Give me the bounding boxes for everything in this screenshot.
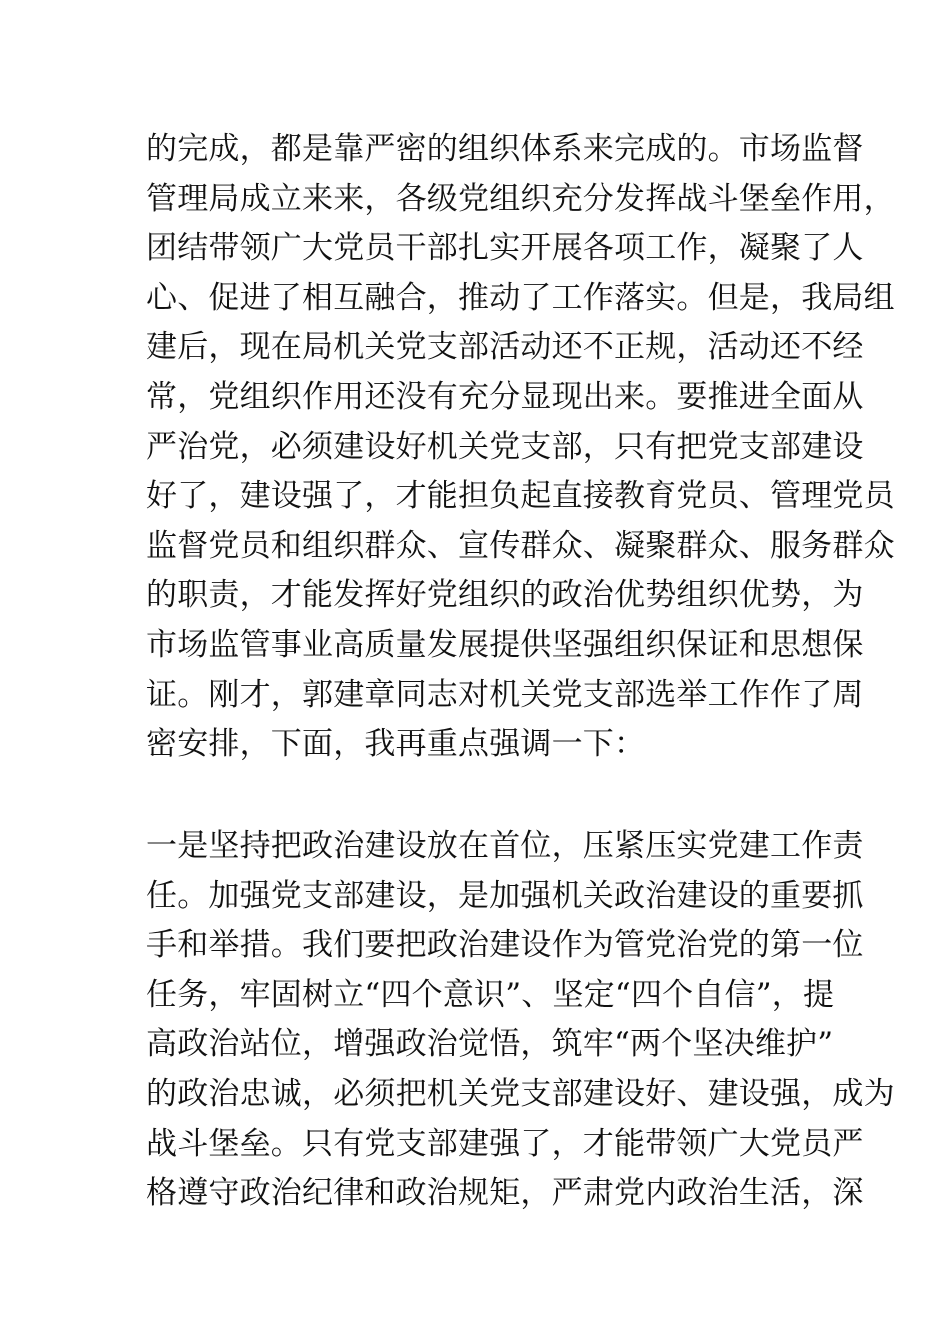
text-line: 市场监管事业高质量发展提供坚强组织保证和思想保 (146, 626, 864, 663)
text-line: 的完成，都是靠严密的组织体系来完成的。市场监督 (146, 131, 864, 167)
paragraph-1 (146, 125, 895, 770)
text-line: 管理局成立来来，各级党组织充分发挥战斗堡垒作用， (146, 180, 895, 217)
paragraph-2 (146, 822, 895, 1219)
text-line: 证。刚才，郭建章同志对机关党支部选举工作作了周 (146, 676, 864, 713)
text-line: 格遵守政治纪律和政治规矩，严肃党内政治生活，深 (146, 1175, 864, 1212)
text-line: 好了，建设强了，才能担负起直接教育党员、管理党员 (146, 478, 895, 515)
text-line: 团结带领广大党员干部扎实开展各项工作，凝聚了人 (146, 230, 864, 267)
text-line: 手和举措。我们要把政治建设作为管党治党的第一位 (146, 927, 864, 964)
text-line: 监督党员和组织群众、宣传群众、凝聚群众、服务群众 (146, 527, 895, 564)
text-line: 战斗堡垒。只有党支部建强了，才能带领广大党员严 (146, 1125, 864, 1162)
text-line: 任务，牢固树立“四个意识”、坚定“四个自信”，提 (146, 976, 835, 1013)
text-line: 一是坚持把政治建设放在首位，压紧压实党建工作责 (146, 828, 864, 864)
text-line: 常，党组织作用还没有充分显现出来。要推进全面从 (146, 378, 864, 415)
text-line: 严治党，必须建设好机关党支部，只有把党支部建设 (146, 428, 864, 465)
text-line: 密安排，下面，我再重点强调一下： (146, 726, 646, 763)
text-line: 高政治站位，增强政治觉悟，筑牢“两个坚决维护” (146, 1026, 834, 1063)
text-line: 的职责，才能发挥好党组织的政治优势组织优势，为 (146, 577, 864, 614)
text-line: 的政治忠诚，必须把机关党支部建设好、建设强，成为 (146, 1075, 895, 1112)
text-line: 任。加强党支部建设，是加强机关政治建设的重要抓 (146, 877, 864, 914)
text-line: 心、促进了相互融合，推动了工作落实。但是，我局组 (146, 279, 895, 316)
text-line: 建后，现在局机关党支部活动还不正规，活动还不经 (146, 329, 864, 366)
